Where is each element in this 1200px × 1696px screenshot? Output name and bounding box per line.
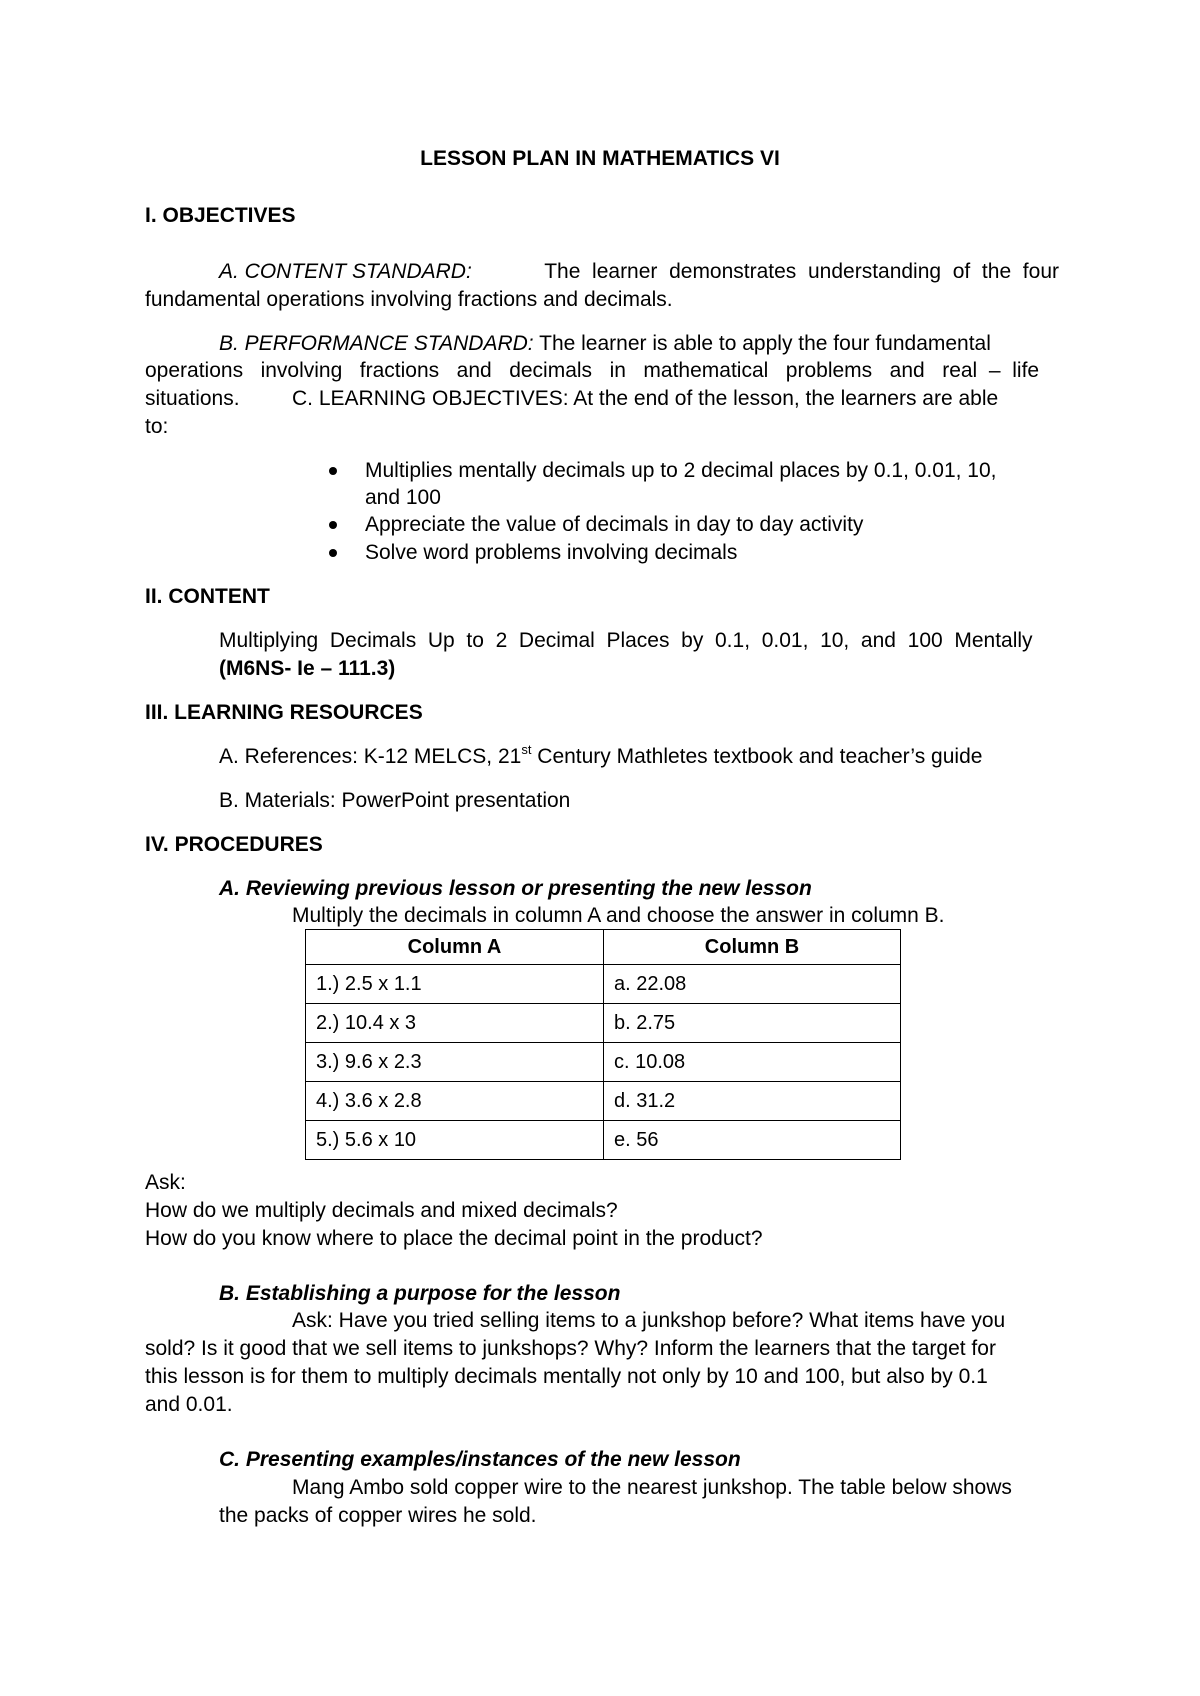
procedure-b-line3: this lesson is for them to multiply decimals mentally not only by 10 and 100, but also by 0.1 (145, 1365, 988, 1388)
table-row (306, 965, 901, 1004)
table-cell: a. 22.08 (604, 965, 901, 1004)
references-sup: st (521, 742, 532, 757)
objective-bullet-3: Solve word problems involving decimals (365, 541, 738, 564)
table-header-column-a: Column A (306, 930, 604, 965)
references-suffix: Century Mathletes textbook and teacher’s guide (531, 745, 983, 768)
procedure-b-line2: sold? Is it good that we sell items to junkshops? Why? Inform the learners that the target for (145, 1337, 996, 1360)
page-title: LESSON PLAN IN MATHEMATICS VI (420, 147, 780, 170)
column-table (305, 929, 901, 1160)
content-standard-text: The learner demonstrates understanding of the four (544, 260, 1059, 283)
objective-bullet-1: Multiplies mentally decimals up to 2 decimal places by 0.1, 0.01, 10, (365, 459, 997, 482)
procedure-b-title: B. Establishing a purpose for the lesson (219, 1282, 621, 1305)
ask-label: Ask: (145, 1171, 186, 1194)
ask-question-2: How do you know where to place the decimal point in the product? (145, 1227, 763, 1250)
performance-standard-line3a: situations. (145, 387, 240, 410)
resources-references (219, 744, 982, 770)
content-heading: II. CONTENT (145, 585, 270, 608)
performance-standard-label: B. PERFORMANCE STANDARD: (219, 332, 534, 355)
procedure-a-title: A. Reviewing previous lesson or presenting the new lesson (219, 877, 812, 900)
performance-standard-line1 (219, 331, 991, 357)
performance-standard-line2: operations involving fractions and decimals in mathematical problems and real – life (145, 359, 1040, 382)
table-header-row (306, 930, 901, 965)
objectives-heading: I. OBJECTIVES (145, 204, 296, 227)
table-cell: 3.) 9.6 x 2.3 (306, 1043, 604, 1082)
content-standard-line1 (219, 259, 1059, 285)
bullet-icon (329, 521, 337, 529)
objective-bullet-1-cont: and 100 (365, 486, 441, 509)
procedures-heading: IV. PROCEDURES (145, 833, 323, 856)
bullet-icon (329, 549, 337, 557)
table-row (306, 1043, 901, 1082)
procedure-b-line4: and 0.01. (145, 1393, 233, 1416)
table-cell: e. 56 (604, 1121, 901, 1160)
performance-standard-text: The learner is able to apply the four fundamental (539, 332, 991, 355)
table-cell: 5.) 5.6 x 10 (306, 1121, 604, 1160)
procedure-c-title: C. Presenting examples/instances of the new lesson (219, 1448, 741, 1471)
objective-bullet-2: Appreciate the value of decimals in day to day activity (365, 513, 864, 536)
learning-objectives-to: to: (145, 415, 169, 438)
table-row (306, 1121, 901, 1160)
table-row (306, 1004, 901, 1043)
content-standard-label: A. CONTENT STANDARD: (219, 260, 472, 283)
procedure-c-line1: Mang Ambo sold copper wire to the nearest junkshop. The table below shows (292, 1476, 1012, 1499)
table-cell: 4.) 3.6 x 2.8 (306, 1082, 604, 1121)
resources-materials: B. Materials: PowerPoint presentation (219, 789, 571, 812)
procedure-b-line1: Ask: Have you tried selling items to a junkshop before? What items have you (292, 1309, 1006, 1332)
table-cell: d. 31.2 (604, 1082, 901, 1121)
references-prefix: A. References: K-12 MELCS, 21 (219, 745, 522, 768)
content-code: (M6NS- Ie – 111.3) (219, 657, 396, 680)
table-cell: 2.) 10.4 x 3 (306, 1004, 604, 1043)
table-cell: b. 2.75 (604, 1004, 901, 1043)
resources-heading: III. LEARNING RESOURCES (145, 701, 423, 724)
table-cell: c. 10.08 (604, 1043, 901, 1082)
content-line: Multiplying Decimals Up to 2 Decimal Places by 0.1, 0.01, 10, and 100 Mentally (219, 629, 1033, 652)
procedure-a-instruction: Multiply the decimals in column A and choose the answer in column B. (292, 904, 945, 927)
content-standard-line2: fundamental operations involving fractions and decimals. (145, 288, 673, 311)
learning-objectives-line: C. LEARNING OBJECTIVES: At the end of the lesson, the learners are able (292, 387, 999, 410)
table-cell: 1.) 2.5 x 1.1 (306, 965, 604, 1004)
table-header-column-b: Column B (604, 930, 901, 965)
procedure-c-line2: the packs of copper wires he sold. (219, 1504, 537, 1527)
bullet-icon (329, 467, 337, 475)
table-row (306, 1082, 901, 1121)
ask-question-1: How do we multiply decimals and mixed decimals? (145, 1199, 618, 1222)
